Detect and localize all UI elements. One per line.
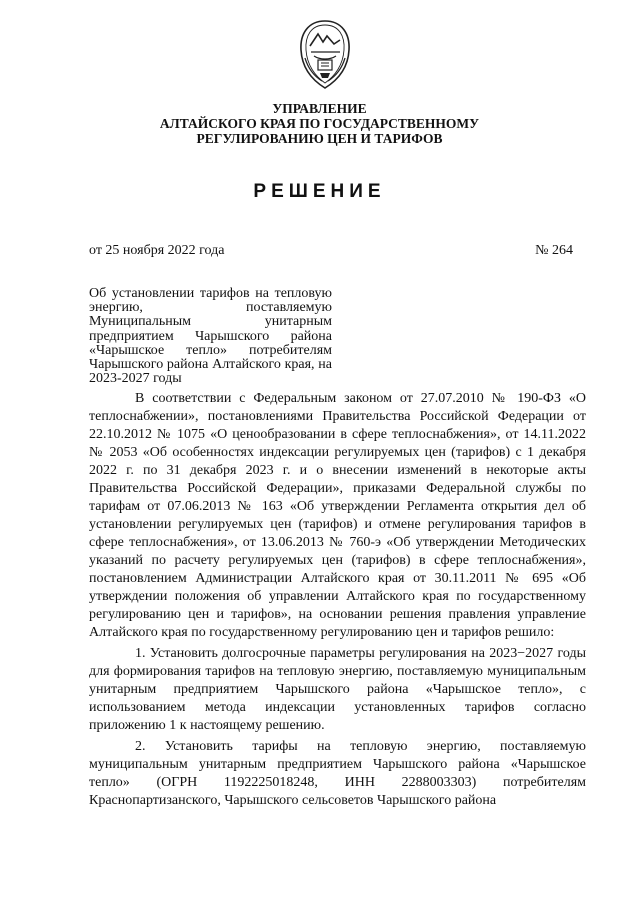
issuing-authority [0,101,639,146]
document-number: № 264 [535,243,573,258]
preamble-paragraph: В соответствии с Федеральным законом от 27.07.2010 № 190-ФЗ «О теплоснабжении», постановлениями Правительства Российской Федерации от 22.10.2012 № 1075 «О ценообразовании в сфере теплоснабжения», от 14.11.2022 № 2053 «Об особенностях индексации регулируемых цен (тарифов) с 1 декабря 2022 г. по 31 декабря 2023 г. и о внесении изменений в некоторые акты Правительства Российской Федерации», приказами Федеральной службы по тарифам от 07.06.2013 № 163 «Об утверждении Регламента открытия дел об установлении регулируемых цен (тарифов) и отмене регулирования тарифов в сфере теплоснабжения», от 13.06.2013 № 760-э «Об утверждении Методических указаний по расчету регулируемых цен (тарифов) в сфере теплоснабжения», постановлением Администрации Алтайского края от 30.11.2011 № 695 «Об утверждении положения об управлении Алтайского края по государственному регулированию цен и тарифов», на основании решения правления управление Алтайского края по государственному регулированию цен и тарифов решило: [89,391,586,640]
org-line-3: РЕГУЛИРОВАНИЮ ЦЕН И ТАРИФОВ [196,131,443,146]
document-body [89,390,586,810]
item-2-paragraph: 2. Установить тарифы на тепловую энергию, поставляемую муниципальным унитарным предприятием Чарышского района «Чарышское тепло» (ОГРН 1192225018248, ИНН 2288003303) потребителям Краснопартизанского, Чарышского сельсоветов Чарышского района [89,739,586,808]
document-date: от 25 ноября 2022 года [89,243,225,258]
document-title: РЕШЕНИЕ [253,181,386,202]
document-subject: Об установлении тарифов на тепловую энергию, поставляемую Муниципальным унитарным предприятием Чарышского района «Чарышское тепло» потребителям Чарышского района Алтайского края, на 2023-2027 годы [89,286,332,387]
coat-of-arms-emblem-icon [296,18,354,92]
item-1-paragraph: 1. Установить долгосрочные параметры регулирования на 2023−2027 годы для формирования тарифов на тепловую энергию, поставляемую муниципальным унитарным предприятием Чарышского района «Чарышское тепло», с использованием метода индексации установленных тарифов согласно приложению 1 к настоящему решению. [89,646,586,733]
org-line-1: УПРАВЛЕНИЕ [272,101,367,116]
org-line-2: АЛТАЙСКОГО КРАЯ ПО ГОСУДАРСТВЕННОМУ [159,116,480,131]
